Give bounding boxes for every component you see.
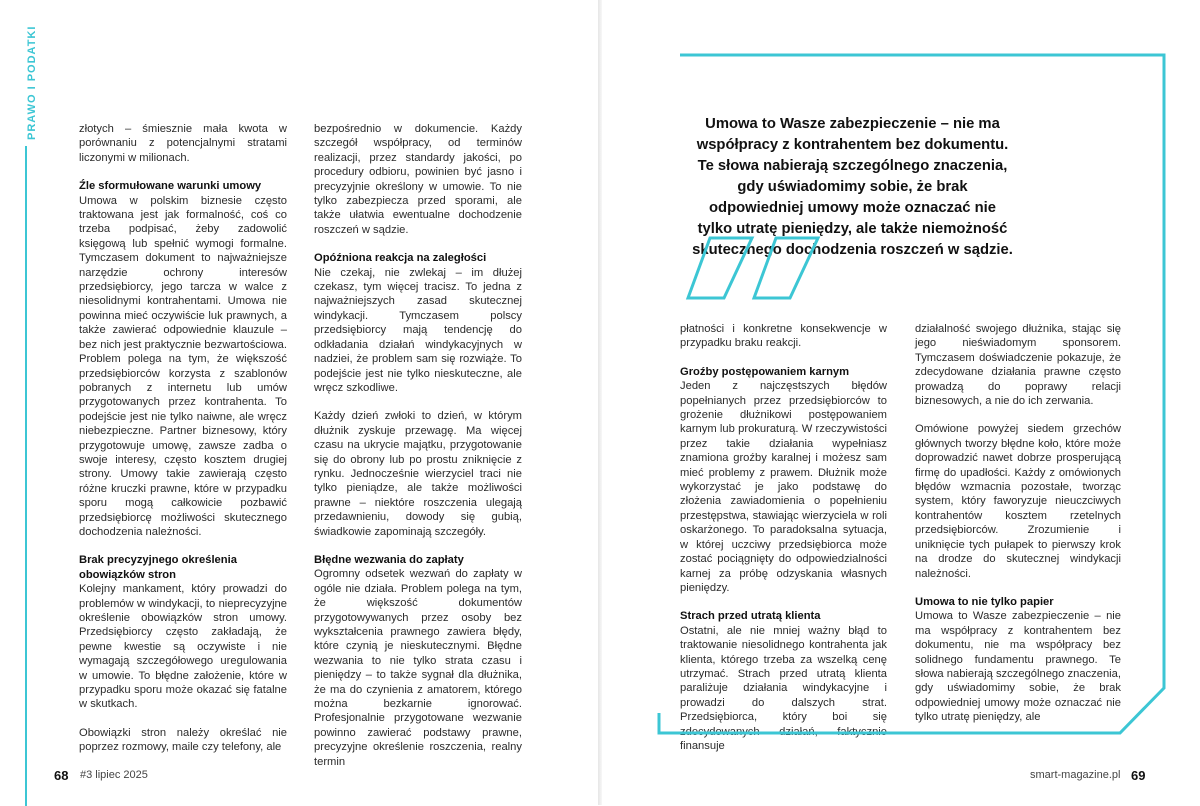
paragraph: Umowa w polskim biznesie często traktowana jest jak formalność, coś co trzeba podpisać, żeby zadowolić księgową lub spełnić wymogi formalne. Tymczasem dokument to najważniejsze narzędzie ochrony interesów przedsiębiorcy, jego tarcza w walce z niesolidnymi kontrahentami. Umowa nie powinna mieć oczywiście luk prawnych, a także zawierać odpowiednie klauzule – bez nich jest praktycznie bezwartościowa. Problem polega na tym, że większość przedsiębiorców korzysta z szablonów pobranych z internetu lub umów przygotowanych przez kontrahenta. To podejście jest nie tylko naiwne, ale wręcz niebezpieczne. Partner biznesowy, który przygotowuje umowę, zawsze zadba o swoje interesy, często kosztem drugiej strony. Umowy takie zawierają często różne kruczki prawne, które w przypadku sporu mogą całkowicie pozbawić przedsiębiorcę możliwości skutecznego dochodzenia należności. bbox=[79, 194, 287, 538]
paragraph: Ostatni, ale nie mniej ważny błąd to traktowanie niesolidnego kontrahenta jak klienta, którego trzeba za wszelką cenę utrzymać. Strach przed utratą klienta paraliżuje działania windykacyjne i prowadzi do dalszych strat. Przedsiębiorca, który boi się zdecydowanych działań, faktycznie finansuje bbox=[680, 624, 887, 752]
section-label bbox=[14, 25, 54, 150]
paragraph: działalność swojego dłużnika, stając się jego nieświadomym sponsorem. Tymczasem doświadczenie pokazuje, że zdecydowane działania prawne często prowadzą do poprawy relacji biznesowych, a nie do ich zerwania. bbox=[915, 323, 1121, 408]
pull-quote: Umowa to Wasze zabezpieczenie – nie ma współpracy z kontrahentem bez dokumentu. Te słowa nabierają szczególnego znaczenia, gdy uświadomimy sobie, że brak odpowiedniej umowy może oznaczać nie tylko utratę pieniędzy, ale także niemożność skutecznego dochodzenia roszczeń w sądzie. bbox=[692, 116, 1013, 258]
subheading: Groźby postępowaniem karnym bbox=[680, 365, 850, 378]
subheading: Umowa to nie tylko papier bbox=[915, 595, 1054, 608]
paragraph: złotych – śmiesznie mała kwota w porównaniu z potencjalnymi stratami liczonymi w milionach. bbox=[79, 123, 287, 164]
page-number-left: 68 bbox=[54, 768, 69, 783]
paragraph: Ogromny odsetek wezwań do zapłaty w ogóle nie działa. Problem polega na tym, że większość dokumentów przygotowywanych przez osoby bez wykształcenia prawnego zawiera błędy, które czynią je nieskutecznymi. Błędne wezwania to nie tylko strata czasu i pieniędzy – to także sygnał dla dłużnika, że ma do czynienia z amatorem, którego można bezkarnie ignorować. Profesjonalnie przygotowane wezwanie powinno zawierać podstawy prawne, precyzyjne określenie roszczenia, realny termin bbox=[314, 568, 522, 768]
page-number-right: 69 bbox=[1131, 768, 1146, 783]
subheading: Opóźniona reakcja na zaległości bbox=[314, 252, 487, 265]
paragraph: Kolejny mankament, który prowadzi do problemów w windykacji, to nieprecyzyjne określenie obowiązków stron umowy. Przedsiębiorcy często zakładają, że pewne kwestie są oczywiste i nie wymagają szczegółowego uregulowania w umowie. To błędne założenie, które w przypadku sporu może okazać się fatalne w skutkach. bbox=[79, 583, 287, 711]
column-4 bbox=[915, 322, 1121, 739]
subheading: Strach przed utratą klienta bbox=[680, 610, 821, 623]
page-gutter bbox=[598, 0, 602, 805]
issue-label: #3 lipiec 2025 bbox=[80, 769, 148, 781]
column-3 bbox=[680, 322, 887, 767]
subheading: Błędne wezwania do zapłaty bbox=[314, 553, 464, 566]
quotation-mark-icon bbox=[680, 232, 840, 304]
paragraph: Każdy dzień zwłoki to dzień, w którym dłużnik zyskuje przewagę. Ma więcej czasu na ukrycie majątku, przygotowanie się do obrony lub po prostu zniknięcie z rynku. Jednocześnie wierzyciel traci nie tylko pieniądze, ale także możliwości prawne – niektóre roszczenia ulegają przedawnieniu, dowody się gubią, świadkowie zapominają szczegóły. bbox=[314, 410, 522, 538]
paragraph: bezpośrednio w dokumencie. Każdy szczegół współpracy, od terminów realizacji, przez standardy jakości, po procedury odbioru, powinien być jasno i precyzyjnie określony w umowie. To nie tylko zabezpiecza przed sporami, ale także ułatwia ewentualne dochodzenie roszczeń w sądzie. bbox=[314, 123, 522, 236]
website-label: smart-magazine.pl bbox=[1030, 769, 1121, 781]
section-label-text: PRAWO I PODATKI bbox=[26, 25, 38, 140]
column-1 bbox=[79, 122, 287, 769]
section-rule bbox=[25, 146, 27, 806]
paragraph: Obowiązki stron należy określać nie poprzez rozmowy, maile czy telefony, ale bbox=[79, 726, 287, 754]
paragraph: płatności i konkretne konsekwencje w przypadku braku reakcji. bbox=[680, 323, 887, 350]
column-2 bbox=[314, 122, 522, 783]
paragraph: Jeden z najczęstszych błędów popełnianych przez przedsiębiorców to grożenie dłużnikowi postępowaniem karnym lub prokuraturą. W rzeczywistości przez takie działania wypełniasz znamiona groźby karalnej i możesz sam mieć problemy z prawem. Dłużnik może wykorzystać je jako podstawę do złożenia zawiadomienia o popełnieniu przestępstwa, stawiając wierzyciela w roli oskarżonego. To paradoksalna sytuacja, w której uczciwy przedsiębiorca może zostać pociągnięty do odpowiedzialności karnej za próbę odzyskania własnych pieniędzy. bbox=[680, 380, 887, 594]
paragraph: Nie czekaj, nie zwlekaj – im dłużej czekasz, tym więcej tracisz. To jedna z najważniejszych zasad skutecznej windykacji. Tymczasem polscy przedsiębiorcy mają tendencję do odkładania działań windykacyjnych w nadziei, że problem sam się rozwiąże. To podejście jest nie tylko nieskuteczne, ale wręcz szkodliwe. bbox=[314, 266, 522, 394]
subheading: Brak precyzyjnego określenia obowiązków stron bbox=[79, 554, 237, 581]
paragraph: Omówione powyżej siedem grzechów głównych tworzy błędne koło, które może doprowadzić nawet dobrze prosperującą firmę do upadłości. Każdy z omówionych błędów wzmacnia pozostałe, tworząc system, który faworyzuje nieuczciwych kontrahentów kosztem rzetelnych przedsiębiorców. Zrozumienie i uniknięcie tych pułapek to pierwszy krok na drodze do skutecznej windykacji należności. bbox=[915, 423, 1121, 580]
subheading: Źle sformułowane warunki umowy bbox=[79, 180, 262, 193]
paragraph: Umowa to Wasze zabezpieczenie – nie ma współpracy z kontrahentem bez dokumentu, nie ma współpracy bez solidnego fundamentu prawnego. Te słowa nabierają szczególnego znaczenia, gdy uświadomimy sobie, że brak odpowiedniej umowy może oznaczać nie tylko utratę pieniędzy, ale bbox=[915, 610, 1121, 724]
